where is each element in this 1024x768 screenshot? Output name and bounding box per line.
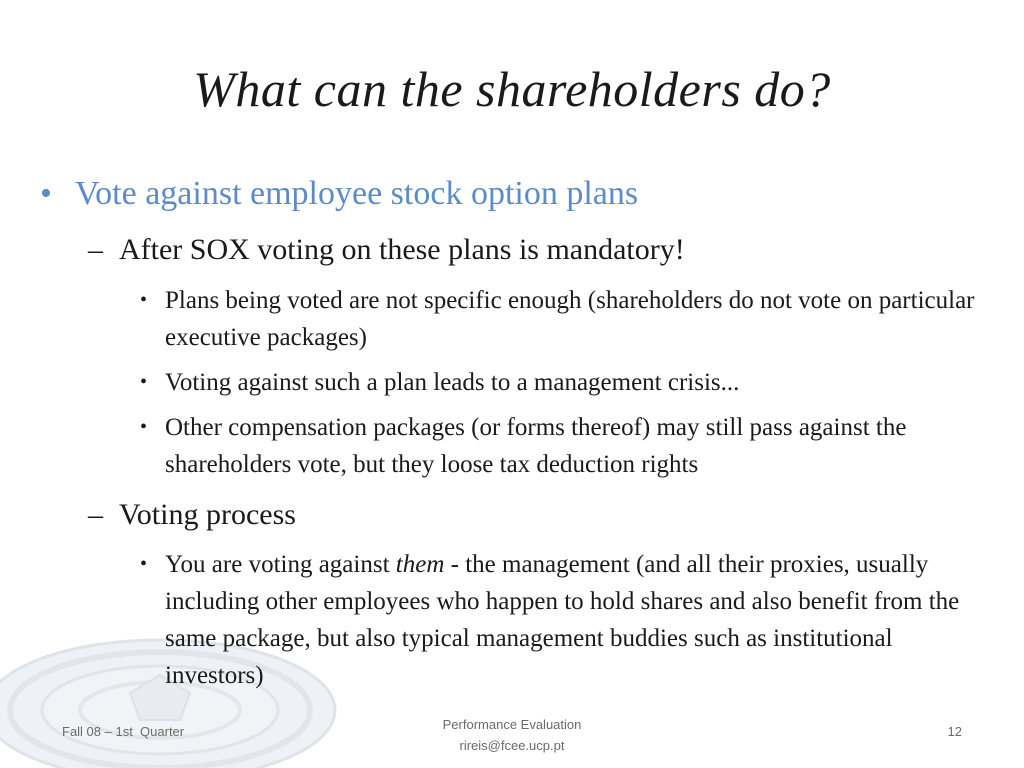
sub-bullet-text: After SOX voting on these plans is mandatory! [119,233,685,266]
detail-text-after: - the management (and all their proxies, usually including other employees who happen to hold shares and also benefit from the same package, but also typical management buddies such as institutional investors) [165,551,960,689]
detail-text: Voting against such a plan leads to a management crisis... [165,369,740,396]
dash-icon: – [88,233,103,266]
slide-number: 12 [947,724,962,739]
detail-text [165,546,995,694]
bullet-icon: • [140,416,148,438]
sub-bullet-text: Voting process [119,498,296,531]
slide-title: What can the shareholders do? [193,61,831,117]
footer-email: rireis@fcee.ucp.pt [459,738,565,753]
detail-text: Plans being voted are not specific enough (shareholders do not vote on particular executive packages) [165,287,975,351]
bullet-icon: • [140,553,148,575]
bullet-icon: • [140,371,148,393]
bullet-icon: • [140,289,148,311]
detail-text: Other compensation packages (or forms thereof) may still pass against the shareholders vote, but they loose tax deduction rights [165,414,907,478]
footer-date: Fall 08 – 1st Quarter [62,724,185,739]
detail-text-emphasis: them [395,551,445,578]
footer-course [362,714,662,756]
footer-course-title: Performance Evaluation [442,717,582,732]
detail-text-before: You are voting against [165,551,396,578]
bullet-text: Vote against employee stock option plans [75,175,639,212]
dash-icon: – [88,498,103,531]
bullet-icon: • [40,175,52,212]
